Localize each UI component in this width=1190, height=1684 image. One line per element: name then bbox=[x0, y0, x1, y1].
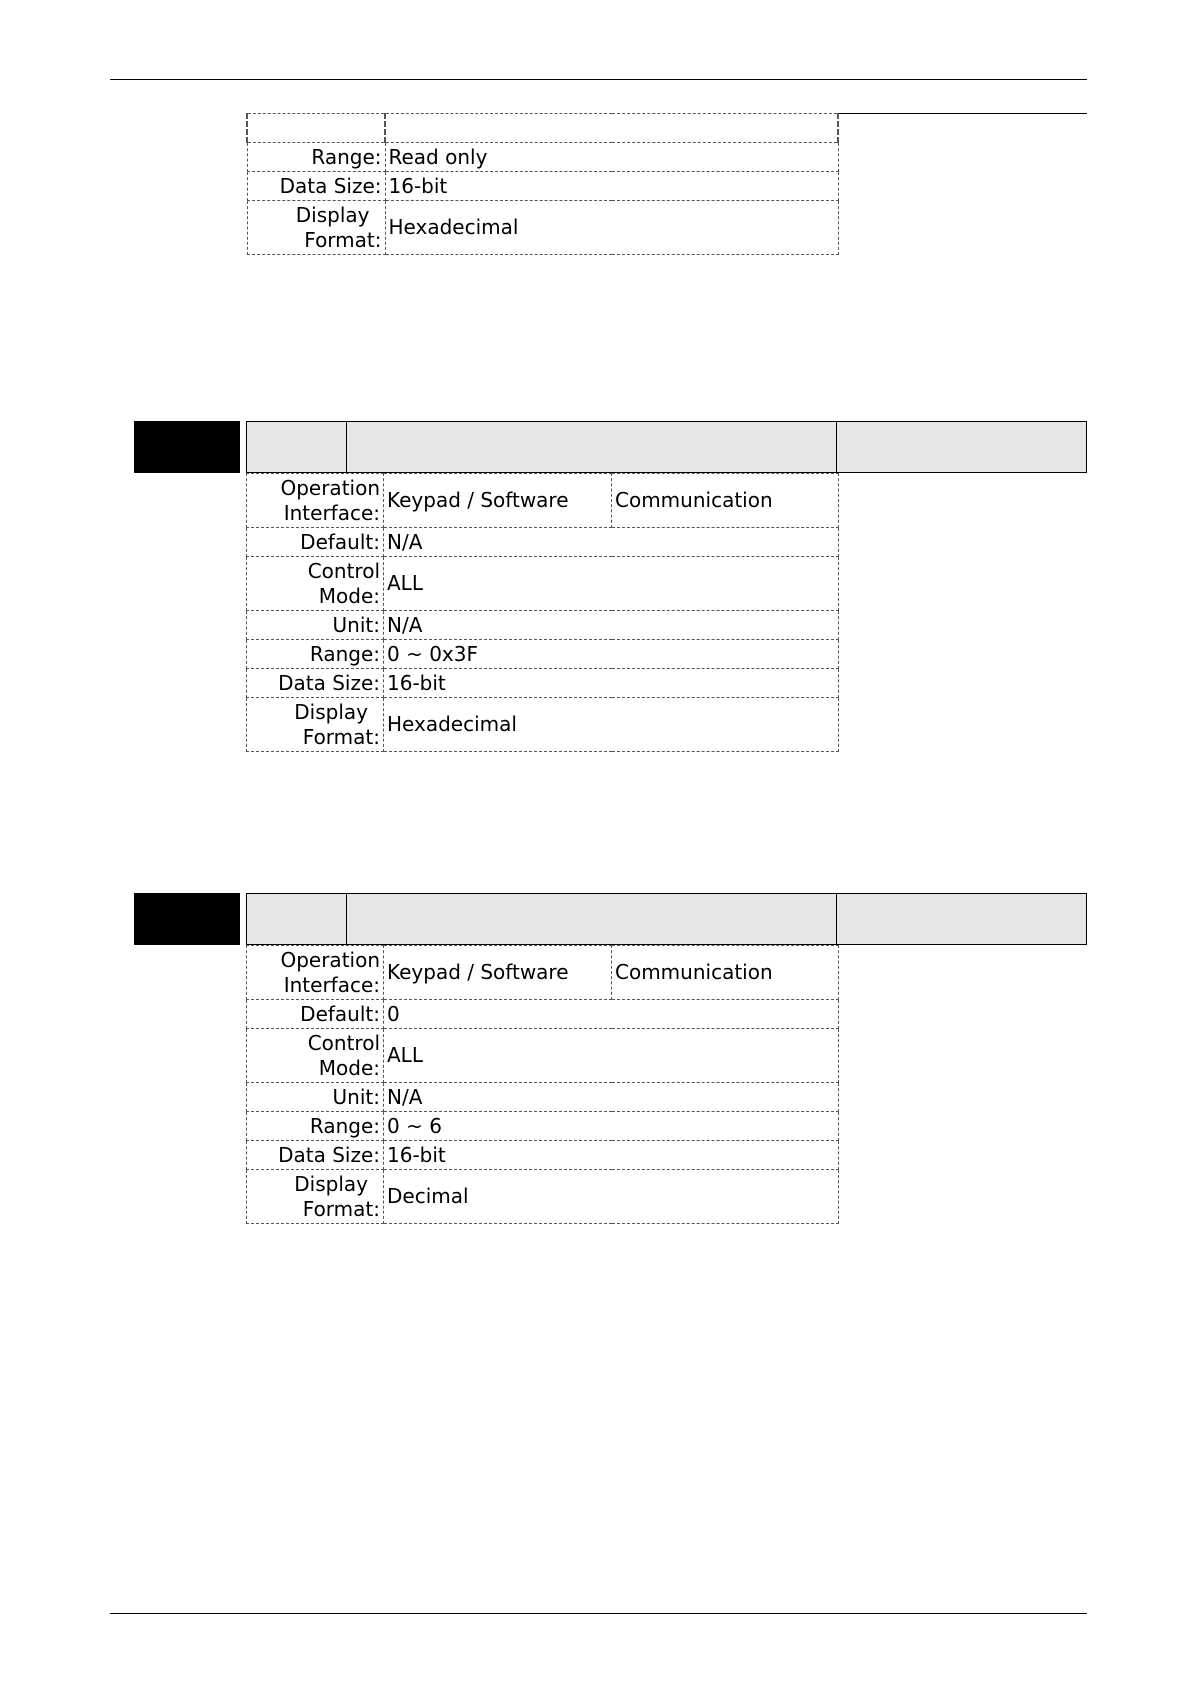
operation-interface-label bbox=[247, 474, 384, 528]
blank-value-cell bbox=[385, 114, 838, 143]
parameter-header-3 bbox=[134, 893, 1087, 945]
display-format-label-line2: Format: bbox=[302, 724, 380, 749]
display-format-label-line2: Format: bbox=[304, 227, 382, 252]
keypad-software-value: Keypad / Software bbox=[384, 474, 612, 528]
keypad-software-value: Keypad / Software bbox=[384, 946, 612, 1000]
operation-interface-label-line1: Operation bbox=[280, 947, 380, 972]
table-row bbox=[247, 1141, 839, 1170]
default-label: Default: bbox=[247, 1000, 384, 1029]
header-short-rule bbox=[838, 113, 1087, 114]
header-cell-address bbox=[246, 893, 348, 945]
control-mode-label bbox=[247, 557, 384, 611]
table-row bbox=[247, 669, 839, 698]
unit-label: Unit: bbox=[247, 611, 384, 640]
blank-label-cell bbox=[247, 114, 385, 143]
display-format-value: Decimal bbox=[384, 1170, 839, 1224]
range-label: Range: bbox=[247, 1112, 384, 1141]
display-format-label-line1: Display bbox=[295, 202, 370, 227]
table-row bbox=[247, 201, 838, 255]
display-format-label bbox=[247, 698, 384, 752]
parameter-table-3 bbox=[246, 945, 839, 1224]
table-row bbox=[247, 1083, 839, 1112]
table-row bbox=[247, 172, 838, 201]
operation-interface-label-line2: Interface: bbox=[283, 500, 380, 525]
unit-label: Unit: bbox=[247, 1083, 384, 1112]
communication-value: Communication bbox=[612, 946, 839, 1000]
range-value: Read only bbox=[385, 143, 838, 172]
parameter-header-2 bbox=[134, 421, 1087, 473]
footer-rule bbox=[110, 1613, 1087, 1614]
operation-interface-label-line2: Interface: bbox=[283, 972, 380, 997]
range-label: Range: bbox=[247, 640, 384, 669]
display-format-label-line1: Display bbox=[294, 1171, 368, 1196]
header-cell-name bbox=[346, 893, 838, 945]
control-mode-label-line2: Mode: bbox=[318, 1055, 380, 1080]
display-format-label bbox=[247, 201, 385, 255]
control-mode-value: ALL bbox=[384, 557, 839, 611]
display-format-value: Hexadecimal bbox=[385, 201, 838, 255]
table-row bbox=[247, 1000, 839, 1029]
table-row bbox=[247, 143, 838, 172]
data-size-value: 16-bit bbox=[384, 1141, 839, 1170]
operation-interface-label-line1: Operation bbox=[280, 475, 380, 500]
control-mode-label-line1: Control bbox=[307, 1030, 380, 1055]
data-size-label: Data Size: bbox=[247, 172, 385, 201]
display-format-label-line2: Format: bbox=[302, 1196, 380, 1221]
range-value: 0 ~ 6 bbox=[384, 1112, 839, 1141]
control-mode-label bbox=[247, 1029, 384, 1083]
header-cell-address bbox=[246, 421, 348, 473]
default-value: 0 bbox=[384, 1000, 839, 1029]
range-value: 0 ~ 0x3F bbox=[384, 640, 839, 669]
table-row bbox=[247, 1029, 839, 1083]
header-cell-section bbox=[836, 893, 1087, 945]
table-row bbox=[247, 474, 839, 528]
header-cell-name bbox=[346, 421, 838, 473]
operation-interface-label bbox=[247, 946, 384, 1000]
table-row bbox=[247, 557, 839, 611]
display-format-label-line1: Display bbox=[294, 699, 368, 724]
parameter-table-2 bbox=[246, 473, 839, 752]
header-rule bbox=[110, 79, 1087, 80]
table-row bbox=[247, 1170, 839, 1224]
parameter-code-block bbox=[134, 893, 240, 945]
display-format-value: Hexadecimal bbox=[384, 698, 839, 752]
header-cell-section bbox=[836, 421, 1087, 473]
data-size-label: Data Size: bbox=[247, 669, 384, 698]
control-mode-label-line1: Control bbox=[307, 558, 380, 583]
communication-value: Communication bbox=[612, 474, 839, 528]
control-mode-value: ALL bbox=[384, 1029, 839, 1083]
table-row bbox=[247, 611, 839, 640]
default-value: N/A bbox=[384, 528, 839, 557]
control-mode-label-line2: Mode: bbox=[318, 583, 380, 608]
data-size-value: 16-bit bbox=[384, 669, 839, 698]
parameter-table-1 bbox=[246, 113, 839, 255]
data-size-label: Data Size: bbox=[247, 1141, 384, 1170]
default-label: Default: bbox=[247, 528, 384, 557]
display-format-label bbox=[247, 1170, 384, 1224]
table-row bbox=[247, 528, 839, 557]
range-label: Range: bbox=[247, 143, 385, 172]
table-row bbox=[247, 698, 839, 752]
table-row bbox=[247, 640, 839, 669]
table-row bbox=[247, 1112, 839, 1141]
unit-value: N/A bbox=[384, 1083, 839, 1112]
unit-value: N/A bbox=[384, 611, 839, 640]
data-size-value: 16-bit bbox=[385, 172, 838, 201]
table-row bbox=[247, 114, 838, 143]
table-row bbox=[247, 946, 839, 1000]
parameter-code-block bbox=[134, 421, 240, 473]
